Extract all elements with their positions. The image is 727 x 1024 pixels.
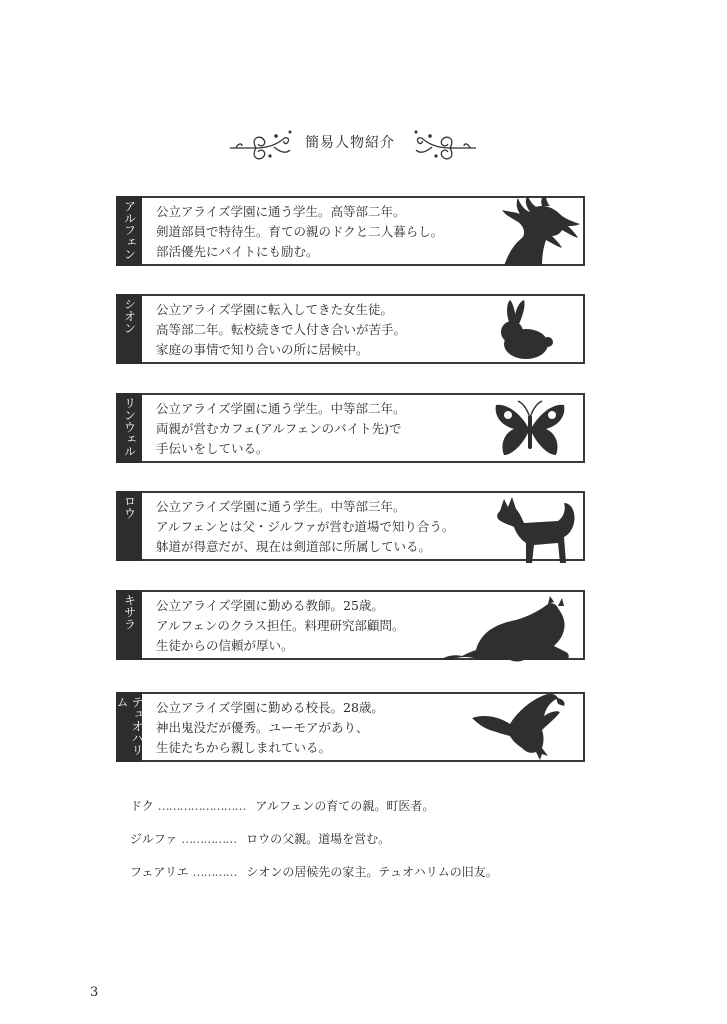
butterfly-icon <box>490 393 570 463</box>
character-description <box>156 202 496 262</box>
supporting-characters-list <box>130 797 600 896</box>
leader-dots: ………… <box>192 865 237 879</box>
character-card-rinwell <box>116 393 585 463</box>
character-name-tab: キサラ <box>116 590 142 660</box>
character-name-tab: シオン <box>116 294 142 364</box>
description-line: 生徒たちから親しまれている。 <box>156 740 332 755</box>
character-card-shionne <box>116 294 585 364</box>
rabbit-icon <box>496 294 556 364</box>
page-title: 簡易人物紹介 <box>305 135 395 151</box>
character-description <box>156 698 496 758</box>
note-name: ジルファ <box>130 832 178 846</box>
character-card-alphen <box>116 196 585 266</box>
dog-icon <box>494 491 584 567</box>
list-item <box>130 863 600 896</box>
note-text: シオンの居候先の家主。テュオハリムの旧友。 <box>246 865 498 879</box>
description-line: 公立アライズ学園に通う学生。高等部二年。 <box>156 204 406 219</box>
description-line: 躰道が得意だが、現在は剣道部に所属している。 <box>156 539 432 554</box>
description-line: 剣道部員で特待生。育ての親のドクと二人暮らし。 <box>156 224 444 239</box>
description-line: 家庭の事情で知り合いの所に居候中。 <box>156 342 369 357</box>
description-line: 手伝いをしている。 <box>156 441 269 456</box>
note-text: ロウの父親。道場を営む。 <box>246 832 391 846</box>
character-description <box>156 399 496 459</box>
leader-dots: …………… <box>181 832 237 846</box>
description-line: 両親が営むカフェ(アルフェンのバイト先)で <box>156 421 402 436</box>
section-header <box>0 126 727 166</box>
character-name-tab: アルフェン <box>116 196 142 266</box>
description-line: 高等部二年。転校続きで人付き合いが苦手。 <box>156 322 407 337</box>
tiger-icon <box>440 590 580 666</box>
description-line: 部活優先にバイトにも励む。 <box>156 244 319 259</box>
character-card-law <box>116 491 585 561</box>
leader-dots: …………………… <box>157 799 246 813</box>
character-name-tab: ロウ <box>116 491 142 561</box>
list-item <box>130 830 600 863</box>
character-name-tab: リンウェル <box>116 393 142 463</box>
description-line: 公立アライズ学園に勤める校長。28歳。 <box>156 700 384 715</box>
character-name-tab: テュオハリム <box>116 692 142 762</box>
page-number: 3 <box>90 985 99 1000</box>
note-name: ドク <box>130 799 154 813</box>
list-item <box>130 797 600 830</box>
description-line: 神出鬼没だが優秀。ユーモアがあり、 <box>156 720 369 735</box>
description-line: アルフェンのクラス担任。料理研究部顧問。 <box>156 618 405 633</box>
note-name: フェアリエ <box>130 865 189 879</box>
dragon-icon <box>486 196 584 266</box>
description-line: アルフェンとは父・ジルファが営む道場で知り合う。 <box>156 519 455 534</box>
description-line: 公立アライズ学園に通う学生。中等部三年。 <box>156 499 406 514</box>
description-line: 公立アライズ学園に転入してきた女生徒。 <box>156 302 394 317</box>
character-description <box>156 300 496 360</box>
character-card-kisara <box>116 590 585 660</box>
eagle-icon <box>470 692 570 764</box>
description-line: 公立アライズ学園に勤める教師。25歳。 <box>156 598 384 613</box>
description-line: 生徒からの信頼が厚い。 <box>156 638 294 653</box>
flourish-right-icon <box>410 126 480 166</box>
character-description <box>156 497 496 557</box>
description-line: 公立アライズ学園に通う学生。中等部二年。 <box>156 401 406 416</box>
character-card-dohalim <box>116 692 585 762</box>
note-text: アルフェンの育ての親。町医者。 <box>255 799 435 813</box>
